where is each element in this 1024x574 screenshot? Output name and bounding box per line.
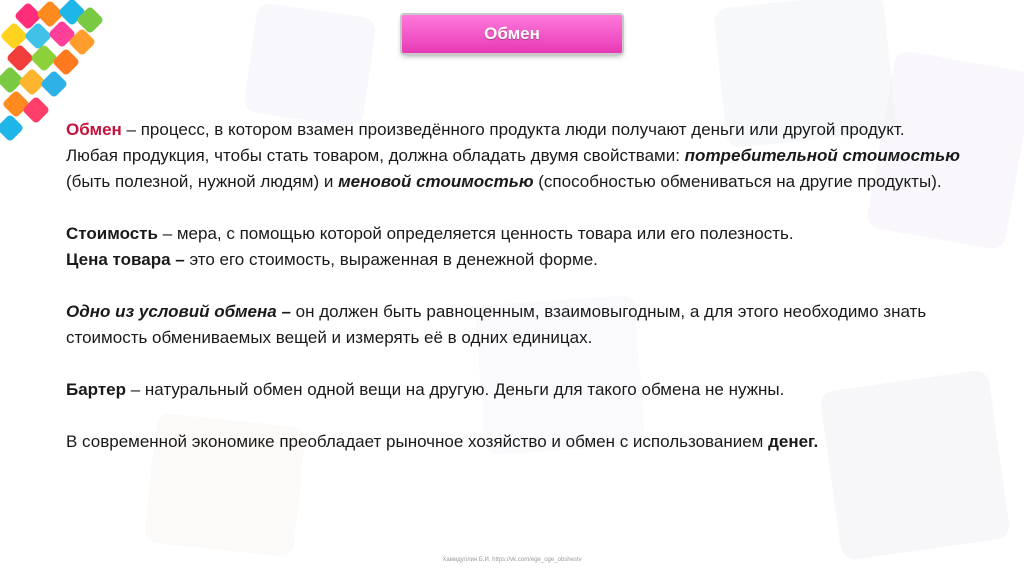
paragraph-text: Любая продукция, чтобы стать товаром, должна обладать двумя свойствами:	[66, 146, 685, 165]
slide-title-badge	[402, 15, 622, 53]
paragraph-modern-economy	[66, 429, 961, 455]
paragraph-price-definition	[66, 247, 961, 273]
paragraph-text: (способностью обмениваться на другие продукты).	[533, 172, 942, 191]
paragraph-text: – мера, с помощью которой определяется ценность товара или его полезность.	[157, 224, 794, 243]
paragraph-text: – натуральный обмен одной вещи на другую. Деньги для такого обмена не нужны.	[126, 380, 785, 399]
paragraph-product-properties	[66, 143, 961, 195]
term-exchange-value: меновой стоимостью	[338, 172, 534, 191]
paragraph-text: (быть полезной, нужной людям) и	[66, 172, 339, 191]
paragraph-text: это его стоимость, выраженная в денежной форме.	[184, 250, 598, 269]
term-use-value: потребительной стоимостью	[684, 146, 960, 165]
slide-footer: Хамидуллин Б.И. https://vk.com/ege_oge_obshestv	[442, 557, 582, 563]
term-money: денег.	[768, 432, 819, 451]
term-exchange: Обмен	[66, 120, 122, 139]
paragraph-value-definition	[66, 221, 961, 247]
paragraph-barter-definition	[66, 377, 961, 403]
paragraph-text: В современной экономике преобладает рыночное хозяйство и обмен с использованием	[66, 432, 769, 451]
term-exchange-condition: Одно из условий обмена –	[66, 302, 291, 321]
slide-title: Обмен	[484, 24, 540, 43]
paragraph-exchange-definition	[66, 117, 961, 143]
term-price: Цена товара –	[66, 250, 185, 269]
paragraph-exchange-condition	[66, 299, 961, 351]
term-value: Стоимость	[66, 224, 158, 243]
paragraph-text: он должен быть равноценным, взаимовыгодным, а для этого необходимо знать стоимость обмениваемых вещей и измерять её в одних единицах.	[66, 302, 927, 347]
slide-content	[66, 117, 961, 455]
term-barter: Бартер	[66, 380, 126, 399]
paragraph-text: – процесс, в котором взамен произведённого продукта люди получают деньги или другой продукт.	[121, 120, 905, 139]
